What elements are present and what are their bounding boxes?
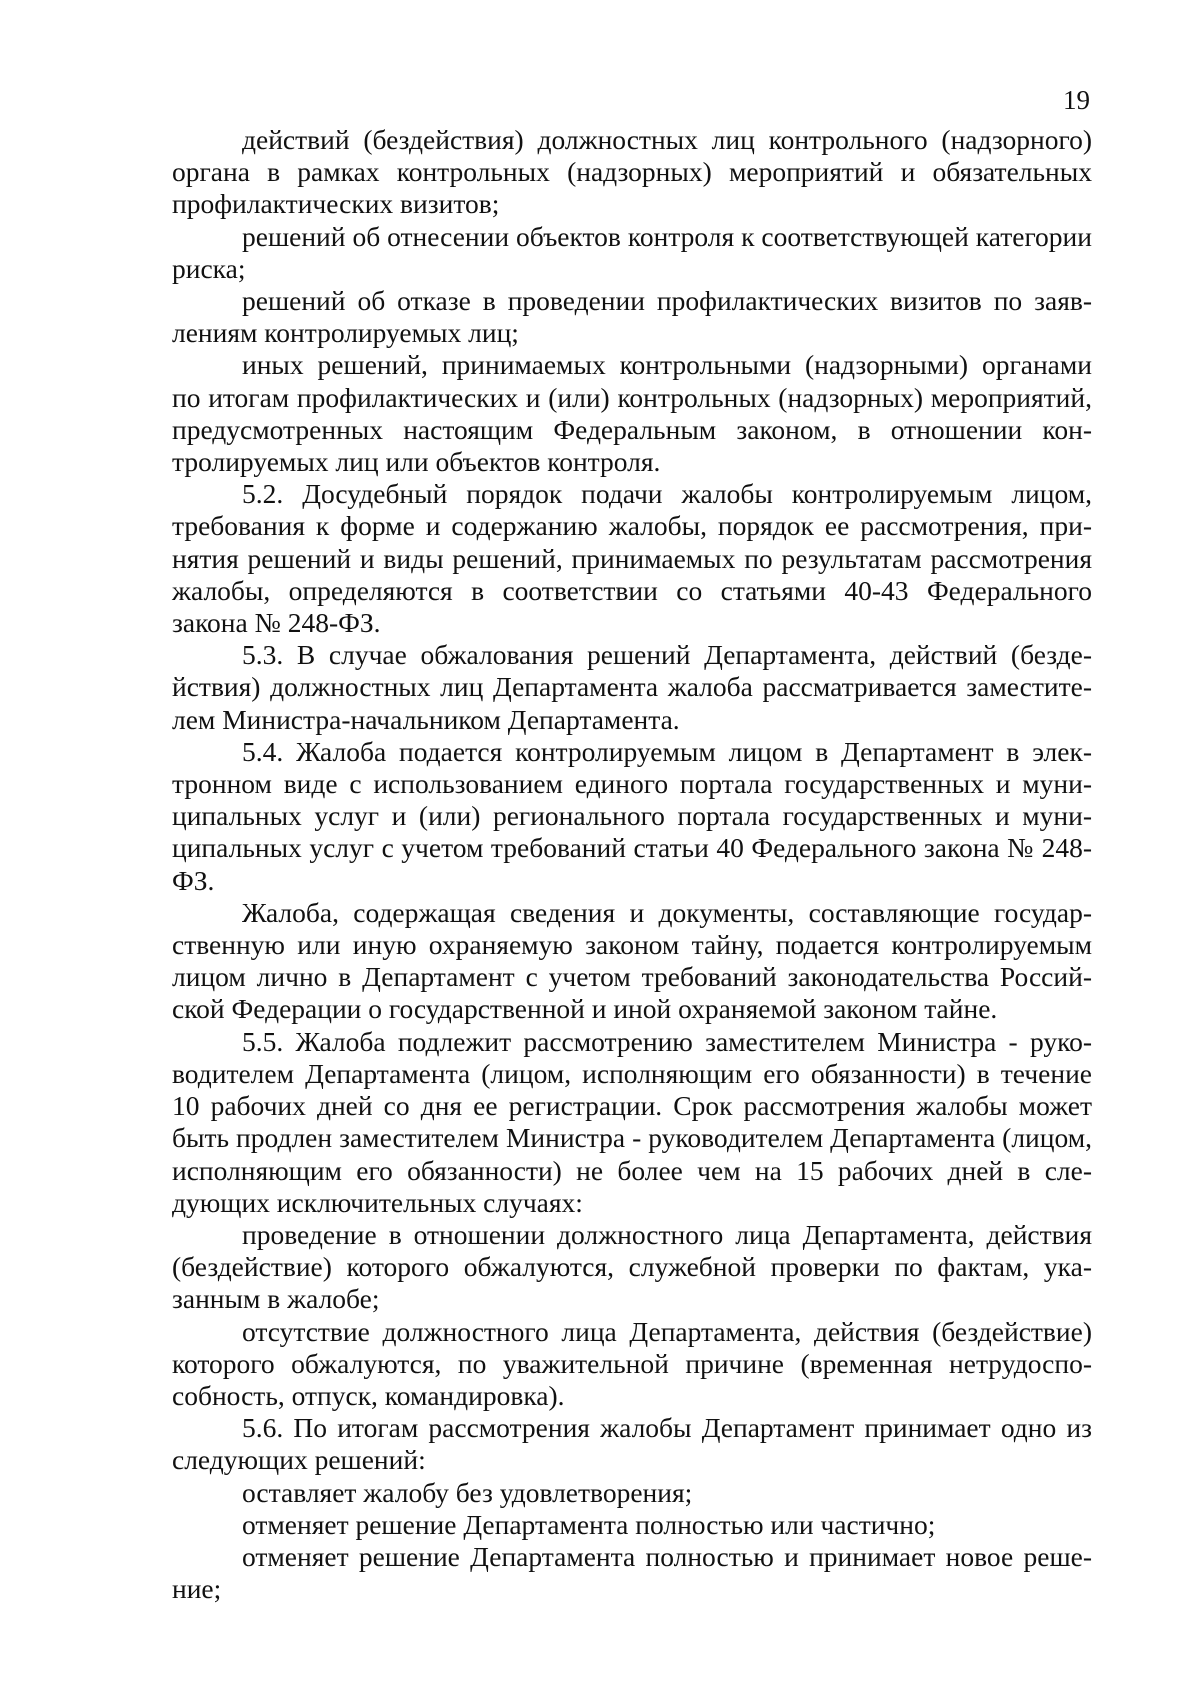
paragraph-5-6: 5.6. По итогам рассмотрения жалобы Департамент принимает одно из следующих решений: — [172, 1412, 1092, 1476]
paragraph-5-4: 5.4. Жалоба подается контролируемым лицом в Департамент в электронном виде с использованием единого портала государственных и муниципальных услуг и (или) регионального портала государственных и муниципальных услуг с учетом требований статьи 40 Федерального закона № 248-ФЗ. — [172, 735, 1092, 896]
paragraph-5-3: 5.3. В случае обжалования решений Департамента, действий (бездействия) должностных лиц Департамента жалоба рассматривается заместителем Министра-начальником Департамента. — [172, 639, 1092, 735]
paragraph-3: решений об отказе в проведении профилактических визитов по заявлениям контролируемых лиц; — [172, 285, 1092, 349]
paragraph-2: решений об отнесении объектов контроля к соответствующей категории риска; — [172, 220, 1092, 284]
paragraph-complaint-secret: Жалоба, содержащая сведения и документы, составляющие государственную или иную охраняемую законом тайну, подается контролируемым лицом лично в Департамент с учетом требований законодательства Российской Федерации о государственной и иной охраняемой законом тайне. — [172, 896, 1092, 1025]
decision-item-2: отменяет решение Департамента полностью или частично; — [242, 1508, 936, 1540]
paragraph-5-2: 5.2. Досудебный порядок подачи жалобы контролируемым лицом, требования к форме и содержанию жалобы, порядок ее рассмотрения, принятия решений и виды решений, принимаемых по результатам рассмотрения жалобы, определяются в соответствии со статьями 40-43 Федерального закона № 248-ФЗ. — [172, 478, 1092, 639]
paragraph-5-5: 5.5. Жалоба подлежит рассмотрению заместителем Министра - руководителем Департамента (лицом, исполняющим его обязанности) в течение 10 рабочих дней со дня ее регистрации. Срок рассмотрения жалобы может быть продлен заместителем Министра - руководителем Департамента (лицом, исполняющим его обязанности) не более чем на 15 рабочих дней в следующих исключительных случаях: — [172, 1025, 1092, 1218]
decision-item-3: отменяет решение Департамента полностью и принимает новое решение; — [172, 1540, 1092, 1605]
paragraph-4: иных решений, принимаемых контрольными (надзорными) органами по итогам профилактических и (или) контрольных (надзорных) мероприятий, предусмотренных настоящим Федеральным законом, в отношении контролируемых лиц или объектов контроля. — [172, 349, 1092, 478]
paragraph-case-absence: отсутствие должностного лица Департамента, действия (бездействие) которого обжалуются, по уважительной причине (временная нетрудоспособность, отпуск, командировка). — [172, 1315, 1092, 1411]
paragraph-case-inspection: проведение в отношении должностного лица Департамента, действия (бездействие) которого обжалуются, служебной проверки по фактам, указанным в жалобе; — [172, 1218, 1092, 1315]
paragraph-1: действий (бездействия) должностных лиц контрольного (надзорного) органа в рамках контрольных (надзорных) мероприятий и обязательных профилактических визитов; — [172, 124, 1092, 220]
page-number: 19 — [1063, 85, 1090, 115]
document-body — [172, 124, 1092, 1605]
decision-item-1: оставляет жалобу без удовлетворения; — [242, 1476, 693, 1508]
